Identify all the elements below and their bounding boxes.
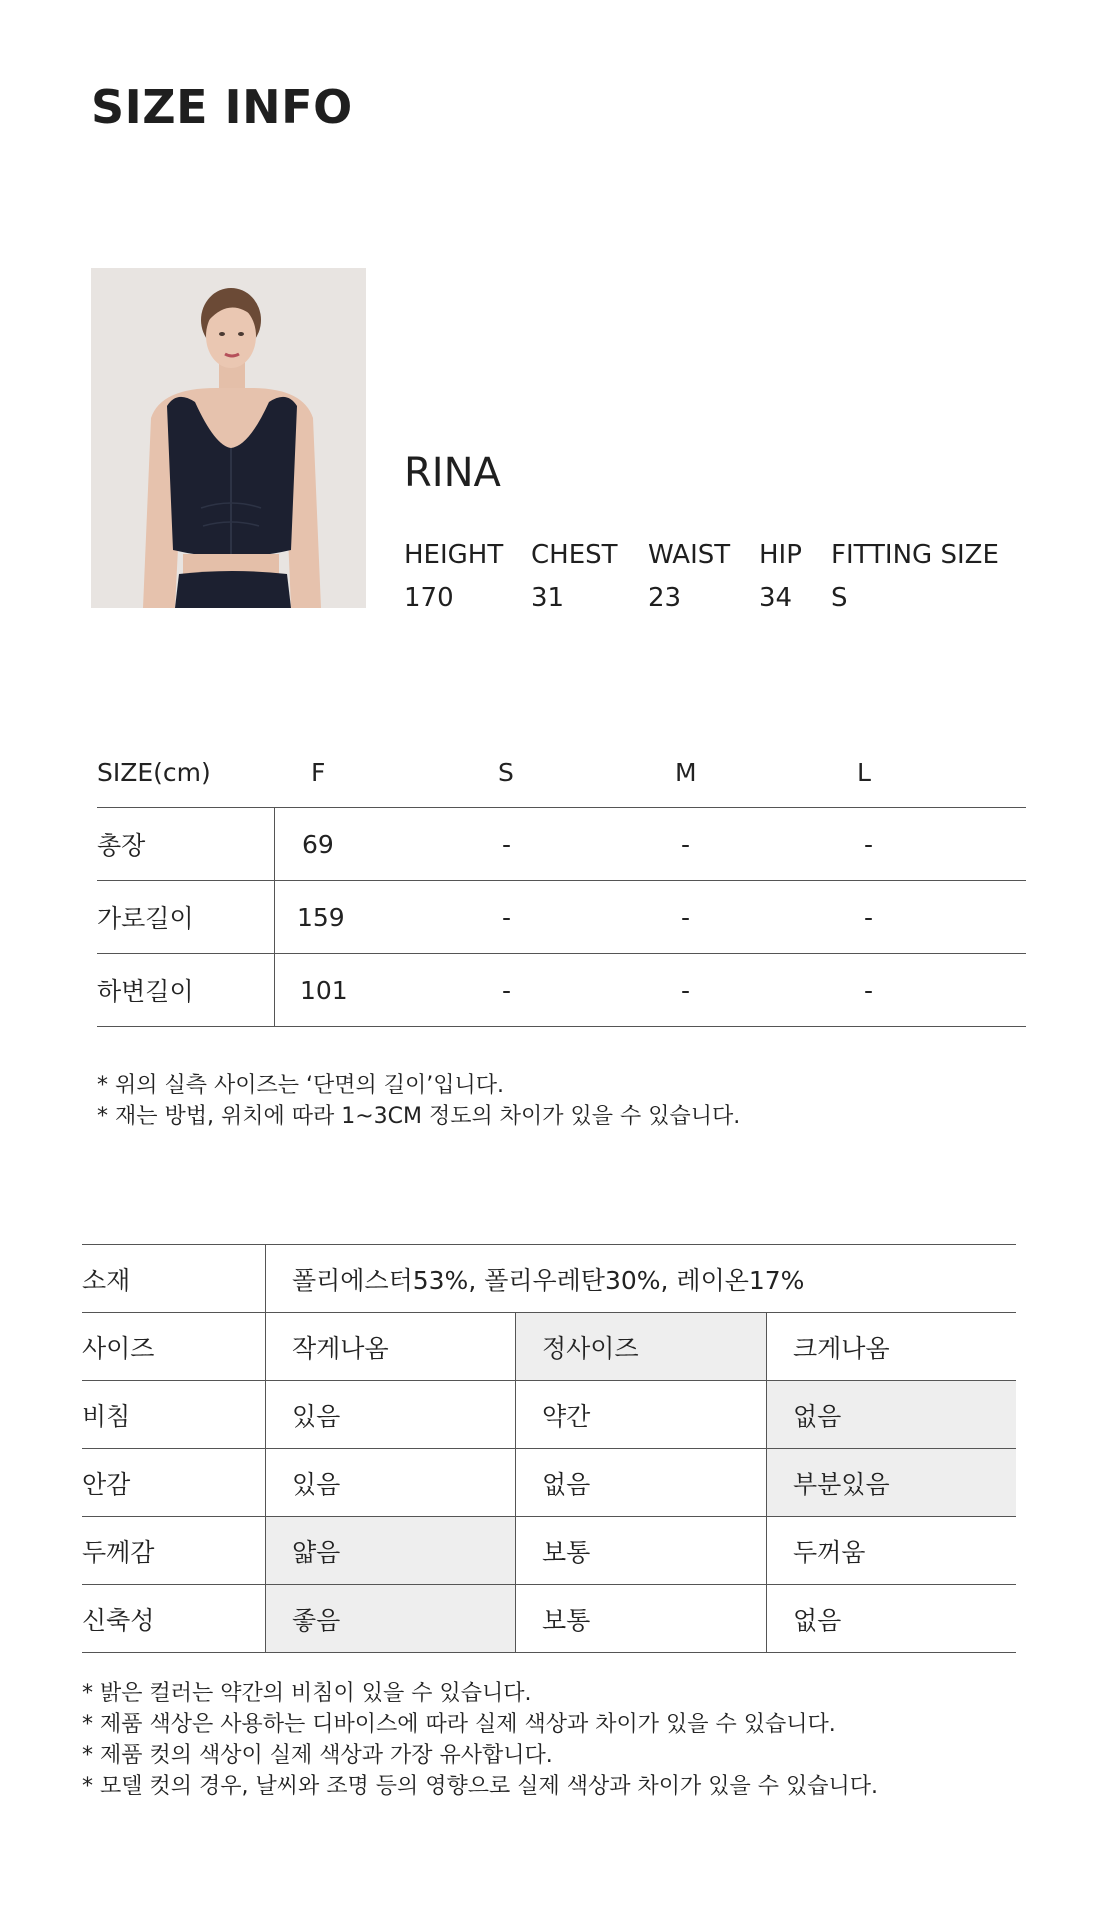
spec-value-fitting-size: S (831, 583, 848, 613)
attr-label: 사이즈 (82, 1333, 155, 1363)
model-name: RINA (404, 450, 501, 496)
attr-option: 보통 (542, 1605, 591, 1635)
material-table (82, 1244, 1016, 1653)
size-cell: - (681, 902, 691, 932)
size-header-f: F (311, 758, 326, 787)
table-row (82, 1449, 1016, 1517)
size-cell: 159 (297, 902, 345, 932)
attr-option: 있음 (292, 1469, 341, 1499)
attr-label: 신축성 (82, 1605, 155, 1635)
size-row-label: 하변길이 (97, 977, 194, 1006)
spec-label-fitting-size: FITTING SIZE (831, 540, 999, 570)
table-row (82, 1381, 1016, 1449)
attr-option: 보통 (542, 1537, 591, 1567)
care-notes (82, 1678, 878, 1802)
attr-option-selected: 정사이즈 (542, 1333, 639, 1363)
table-row (82, 1585, 1016, 1653)
care-note: * 밝은 컬러는 약간의 비침이 있을 수 있습니다. (82, 1681, 532, 1706)
spec-value-chest: 31 (531, 583, 565, 613)
page-title: SIZE INFO (91, 80, 353, 134)
attr-label: 두께감 (82, 1537, 155, 1567)
attr-option-selected: 부분있음 (793, 1469, 890, 1499)
attr-option: 없음 (793, 1605, 842, 1635)
size-cell: 101 (300, 975, 348, 1005)
care-note: * 모델 컷의 경우, 날씨와 조명 등의 영향으로 실제 색상과 차이가 있을 수 있습니다. (82, 1774, 878, 1799)
size-header-m: M (675, 758, 697, 787)
care-note: * 제품 컷의 색상이 실제 색상과 가장 유사합니다. (82, 1743, 553, 1768)
size-row-label: 가로길이 (97, 904, 194, 933)
size-table (97, 738, 1026, 1027)
size-cell: - (681, 829, 691, 859)
attr-option: 없음 (542, 1469, 591, 1499)
size-cell: - (681, 975, 691, 1005)
spec-label-hip: HIP (759, 540, 802, 570)
spec-label-waist: WAIST (648, 540, 731, 570)
spec-value-waist: 23 (648, 583, 682, 613)
size-note: * 위의 실측 사이즈는 ‘단면의 길이’입니다. (97, 1073, 504, 1098)
size-header-label: SIZE(cm) (97, 758, 211, 787)
size-table-header (97, 738, 1026, 808)
size-cell: - (502, 829, 512, 859)
attr-option: 두꺼움 (793, 1537, 866, 1567)
size-header-s: S (498, 758, 514, 787)
spec-value-height: 170 (404, 583, 454, 613)
attr-option: 있음 (292, 1401, 341, 1431)
spec-label-chest: CHEST (531, 540, 618, 570)
size-cell: - (864, 829, 874, 859)
spec-label-height: HEIGHT (404, 540, 504, 570)
care-note: * 제품 색상은 사용하는 디바이스에 따라 실제 색상과 차이가 있을 수 있습니다. (82, 1712, 836, 1737)
size-cell: - (502, 975, 512, 1005)
table-row (97, 808, 1026, 881)
table-row (82, 1245, 1016, 1313)
attr-option-selected: 좋음 (292, 1605, 341, 1635)
attr-option-selected: 얇음 (292, 1537, 341, 1567)
attr-option: 작게나옴 (292, 1333, 389, 1363)
table-row (82, 1517, 1016, 1585)
attr-option: 약간 (542, 1401, 591, 1431)
attr-label: 비침 (82, 1401, 131, 1431)
spec-value-hip: 34 (759, 583, 793, 613)
size-row-label: 총장 (97, 831, 146, 860)
size-cell: - (502, 902, 512, 932)
table-row (97, 881, 1026, 954)
size-notes (97, 1070, 740, 1132)
size-cell: - (864, 975, 874, 1005)
size-header-l: L (857, 758, 871, 787)
attr-option-selected: 없음 (793, 1401, 842, 1431)
material-value: 폴리에스터53%, 폴리우레탄30%, 레이온17% (292, 1265, 805, 1295)
attr-label: 안감 (82, 1469, 131, 1499)
size-note: * 재는 방법, 위치에 따라 1~3CM 정도의 차이가 있을 수 있습니다. (97, 1104, 741, 1129)
model-illustration (91, 268, 366, 608)
material-label: 소재 (82, 1265, 131, 1295)
size-cell: - (864, 902, 874, 932)
size-cell: 69 (302, 829, 334, 859)
table-row (82, 1313, 1016, 1381)
model-photo (91, 268, 366, 608)
table-row (97, 954, 1026, 1027)
attr-option: 크게나옴 (793, 1333, 890, 1363)
